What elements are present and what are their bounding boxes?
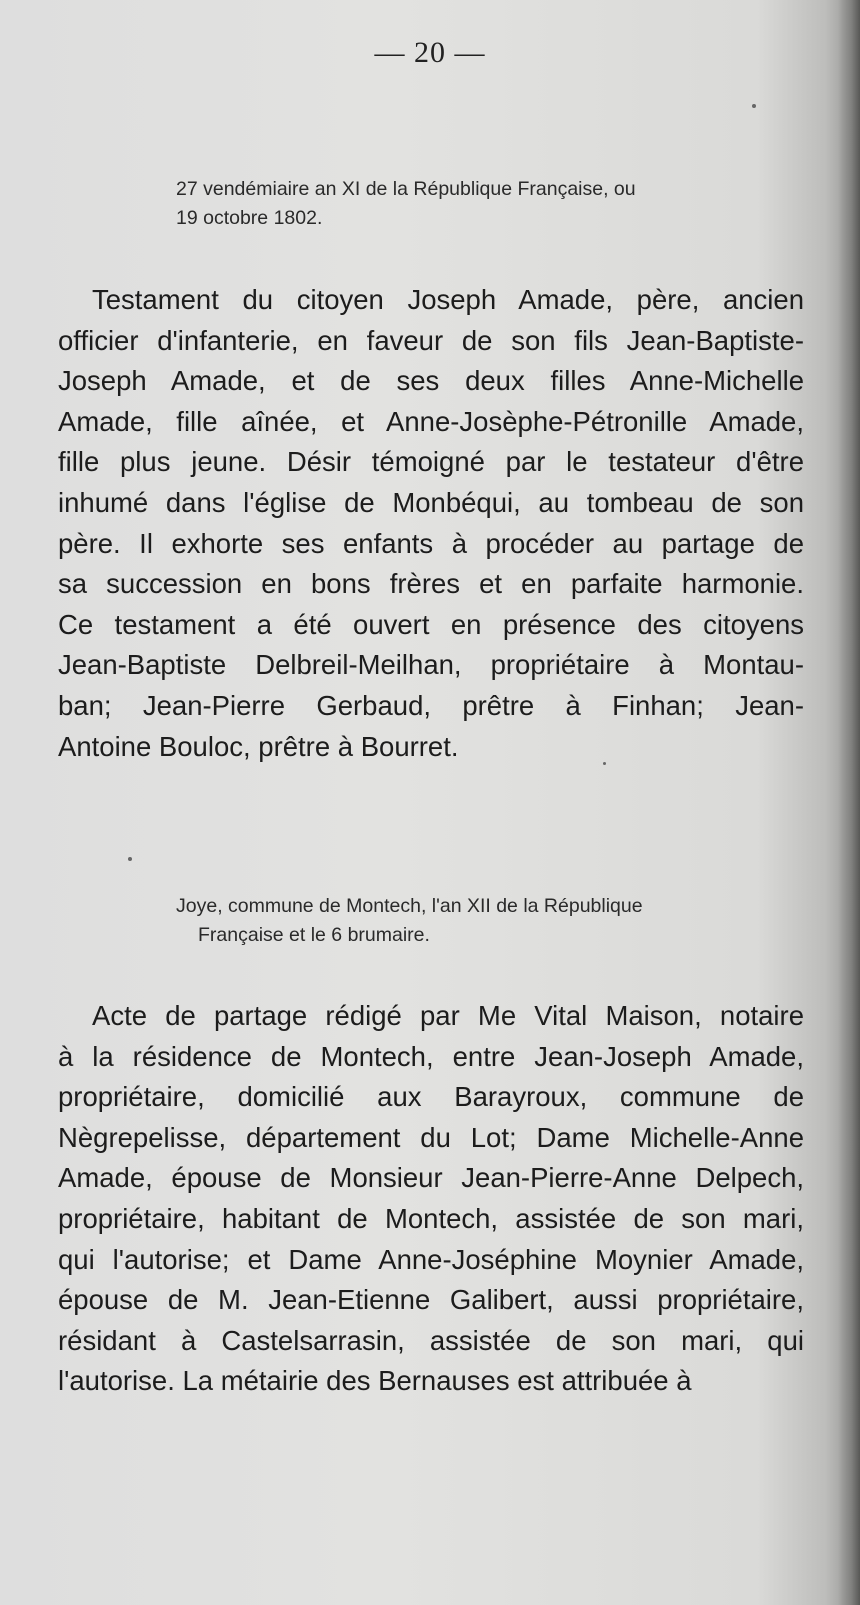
paragraph-line: ban; Jean-Pierre Gerbaud, prêtre à Finhan; Jean-	[58, 689, 804, 721]
paragraph-line: Amade, fille aînée, et Anne-Josèphe-Pétronille Amade,	[58, 405, 804, 437]
paragraph-line: qui l'autorise; et Dame Anne-Joséphine Moynier Amade,	[58, 1243, 804, 1275]
heading-line: Joye, commune de Montech, l'an XII de la République	[176, 895, 643, 917]
paragraph-line: Antoine Bouloc, prêtre à Bourret.	[58, 730, 459, 762]
paragraph-line: propriétaire, domicilié aux Barayroux, commune de	[58, 1081, 804, 1113]
paragraph-line: épouse de M. Jean-Etienne Galibert, aussi propriétaire,	[58, 1284, 804, 1316]
paragraph-line: Ce testament a été ouvert en présence des citoyens	[58, 608, 804, 640]
entry-heading-1	[176, 175, 816, 233]
paragraph-line: père. Il exhorte ses enfants à procéder au partage de	[58, 527, 804, 559]
paragraph-line: résidant à Castelsarrasin, assistée de son mari, qui	[58, 1324, 804, 1356]
paragraph-line: l'autorise. La métairie des Bernauses est attribuée à	[58, 1365, 692, 1397]
paragraph-line: à la résidence de Montech, entre Jean-Joseph Amade,	[58, 1040, 804, 1072]
paragraph-line: Joseph Amade, et de ses deux filles Anne-Michelle	[58, 365, 804, 397]
heading-line: 27 vendémiaire an XI de la République Française, ou	[176, 178, 636, 200]
paragraph-line: Acte de partage rédigé par Me Vital Maison, notaire	[92, 1000, 804, 1031]
entry-paragraph-2	[58, 996, 804, 1402]
paragraph-line: Jean-Baptiste Delbreil-Meilhan, propriétaire à Montau-	[58, 649, 804, 681]
paragraph-line: Nègrepelisse, département du Lot; Dame Michelle-Anne	[58, 1121, 804, 1153]
page-edge-shadow	[838, 0, 860, 1605]
heading-line: Française et le 6 brumaire.	[198, 924, 430, 946]
page-number: — 20 —	[374, 36, 486, 69]
print-speck	[603, 762, 606, 765]
paragraph-line: Amade, épouse de Monsieur Jean-Pierre-Anne Delpech,	[58, 1162, 804, 1194]
print-speck	[752, 104, 756, 108]
entry-heading-2	[176, 892, 816, 950]
paragraph-line: propriétaire, habitant de Montech, assistée de son mari,	[58, 1202, 804, 1234]
entry-paragraph-1	[58, 280, 804, 767]
paragraph-line: officier d'infanterie, en faveur de son fils Jean-Baptiste-	[58, 324, 804, 356]
paragraph-line: sa succession en bons frères et en parfaite harmonie.	[58, 568, 804, 600]
paragraph-line: Testament du citoyen Joseph Amade, père, ancien	[92, 284, 804, 315]
heading-line: 19 octobre 1802.	[176, 207, 323, 229]
paragraph-line: fille plus jeune. Désir témoigné par le testateur d'être	[58, 446, 804, 478]
print-speck	[128, 857, 132, 861]
paragraph-line: inhumé dans l'église de Monbéqui, au tombeau de son	[58, 486, 804, 518]
